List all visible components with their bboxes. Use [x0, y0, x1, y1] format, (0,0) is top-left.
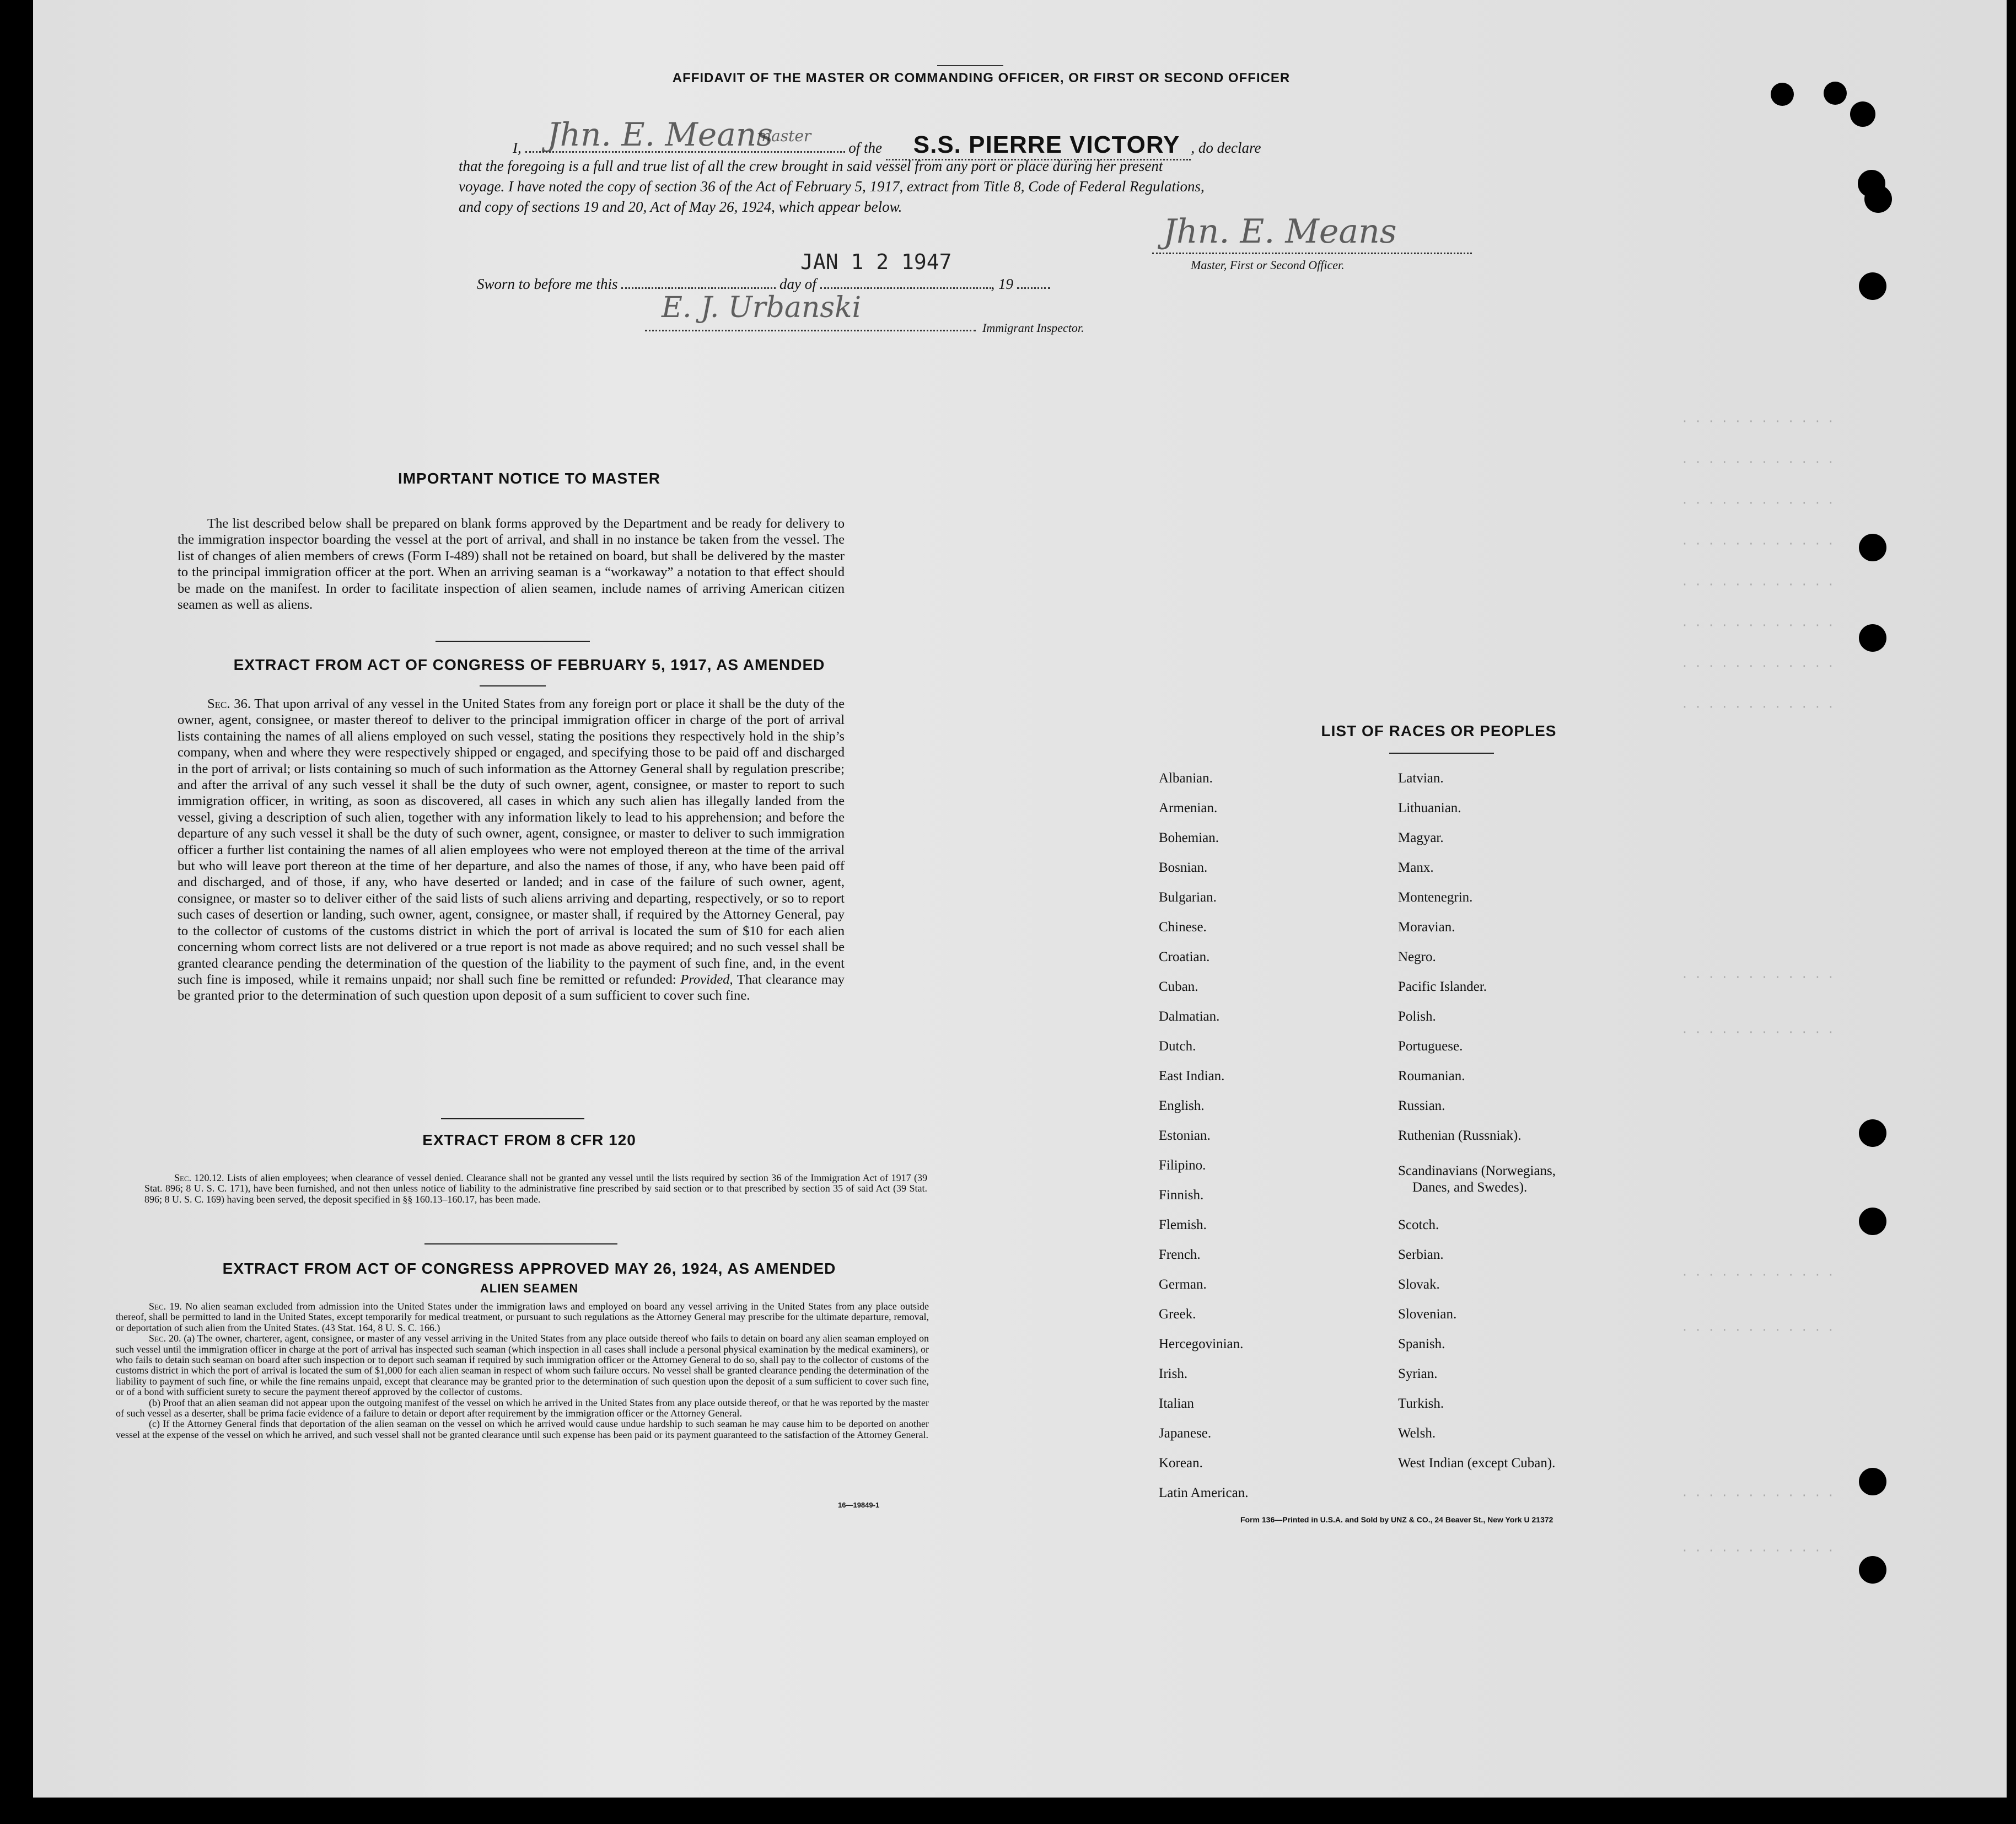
- race-item: Montenegrin.: [1398, 890, 1473, 905]
- race-item: Roumanian.: [1398, 1069, 1465, 1083]
- title-underline: [937, 65, 1003, 66]
- race-item: Hercegovinian.: [1159, 1337, 1244, 1351]
- race-item: Irish.: [1159, 1366, 1188, 1381]
- race-item: Magyar.: [1398, 830, 1444, 845]
- race-item: Scandinavians (Norwegians,: [1398, 1163, 1556, 1178]
- punch-hole: [1824, 82, 1847, 105]
- section-36-text: Sec. 36. That upon arrival of any vessel in the United States from any foreign port or place it shall be the duty of the owner, agent, consignee, or master thereof to deliver to the principal immigration officer in charge of the port of arrival lists containing the names of all aliens employed on such vessel, stating the positions they respectively hold in the ship’s company, when and where they were respectively shipped or engaged, and specifying those to be paid off and discharged in the port of arrival; or lists containing so much of such information as the Attorney General shall by regulation prescribe; and after the arrival of any such vessel it shall be the duty of such owner, agent, consignee, or master to report to such immigration officer, in writing, as soon as discovered, all cases in which any such alien has illegally landed from the vessel, giving a description of such alien, together with any information likely to lead to his apprehension; and before the departure of any such vessel it shall be the duty of such owner, agent, consignee, or master to deliver to such immigration officer a further list containing the names of all alien employees who were not employed thereon at the time of the arrival but who will leave port thereon at the time of her departure, and also the names of those, if any, who have been paid off and discharged, and of those, if any, who have deserted or landed; and in case of the failure of such owner, agent, consignee, or master so to deliver either of the said lists of such aliens arriving and departing, respectively, or so to report such cases of desertion or landing, such owner, agent, consignee, or master shall, if required by the Attorney General, pay to the collector of customs of the customs district in which the port of arrival is located the sum of $10 for each alien concerning whom correct lists are not delivered or a true report is not made as above required; and no such vessel shall be granted clearance pending the determination of the question of the liability to the payment of such fine, and, in the event such fine is imposed, while it remains unpaid; nor shall such fine be remitted or refunded: Provided, That clearance may be granted prior to the determination of such question upon deposit of a sum sufficient to cover such fine.: [178, 696, 845, 1004]
- affidavit-line-1: I, Jhn. E. Means master of the S.S. PIERRE VICTORY , do declare: [513, 131, 1261, 160]
- race-item: Scotch.: [1398, 1217, 1439, 1232]
- section-19-20-text: Sec. 19. No alien seaman excluded from admission into the United States under the immigration laws and employed on board any vessel arriving in the United States from any place outside thereof, shall be permitted to land in the United States, except temporarily for medical treatment, or pursuant to such regulations as the Attorney General may prescribe for the ultimate departure, removal, or deportation of such alien from the United States. (43 Stat. 164, 8 U. S. C. 166.) Sec. 20. (a) The owner, charterer, agent, consignee, or master of any vessel arriving in the United States from any place outside thereof who fails to detain on board any alien seaman employed on such vessel until the immigration officer in charge at the port of arrival has inspected such seaman (which inspection in all cases shall include a personal physical examination by the medical examiners), or who fails to detain such seaman on board after such inspection or to deport such seaman if required by such immigration officer or the Attorney General to do so, shall pay to the collector of customs of the customs district in which the port of arrival is located the sum of $1,000 for each alien seaman in respect of whom such failure occurs. No vessel shall be granted clearance pending the determination of the liability to payment of such fine, or while the fine remains unpaid, except that clearance may be granted prior to the determination of such question upon the deposit of a sum sufficient to cover such fine, or of a bond with sufficient surety to secure the payment thereof approved by the collector of customs. (b) Proof that an alien seaman did not appear upon the outgoing manifest of the vessel on which he arrived in the United States from any place outside thereof, or that he was reported by the master of such vessel as a deserter, shall be prima facie evidence of a failure to detain or deport after requirement by the immigration officer or the Attorney General. (c) If the Attorney General finds that deportation of the alien seaman on the vessel on which he arrived would cause undue hardship to such seaman he may cause him to be deported on another vessel at the expense of the vessel on which he arrived, and such vessel shall not be granted clearance until such expense has been paid or its payment guaranteed to the satisfaction of the Attorney General.: [116, 1301, 929, 1440]
- race-item: German.: [1159, 1277, 1207, 1292]
- race-item: Italian: [1159, 1396, 1194, 1411]
- punch-hole: [1859, 272, 1886, 300]
- race-item: Manx.: [1398, 860, 1434, 875]
- race-item: Moravian.: [1398, 920, 1455, 935]
- affidavit-line-4: and copy of sections 19 and 20, Act of May 26, 1924, which appear below.: [459, 199, 902, 215]
- print-code: 16—19849-1: [838, 1501, 880, 1509]
- race-item: Bulgarian.: [1159, 890, 1217, 905]
- affidavit-line-3: voyage. I have noted the copy of section 36 of the Act of February 5, 1917, extract from Title 8, Code of Federal Regulations,: [459, 178, 1205, 195]
- affidavit-title: AFFIDAVIT OF THE MASTER OR COMMANDING OFFICER, OR FIRST OR SECOND OFFICER: [672, 71, 1291, 85]
- section-120-12-text: Sec. 120.12. Lists of alien employees; when clearance of vessel denied. Clearance shall not be granted any vessel until the lists required by section 36 of the Immigration Act of 1917 (39 Stat. 896; 8 U. S. C. 171), have been furnished, and not then unless notice of liability to the administrative fine prescribed by said section or to that prescribed by section 35 of said Act (39 Stat. 896; 8 U. S. C. 169) having been served, the deposit specified in §§ 160.13–160.17, has been made.: [144, 1172, 928, 1205]
- divider: [480, 685, 546, 686]
- race-item: Lithuanian.: [1398, 801, 1461, 816]
- punch-hole: [1859, 1556, 1886, 1584]
- extract-1917-title: EXTRACT FROM ACT OF CONGRESS OF FEBRUARY 5, 1917, AS AMENDED: [233, 656, 825, 673]
- race-item: Serbian.: [1398, 1247, 1444, 1262]
- race-item: Greek.: [1159, 1307, 1196, 1322]
- race-item: Ruthenian (Russniak).: [1398, 1128, 1522, 1143]
- affidavit-line-2: that the foregoing is a full and true list of all the crew brought in said vessel from any port or place during her present: [459, 158, 1163, 174]
- punch-hole: [1859, 1119, 1886, 1147]
- extract-1924-title: EXTRACT FROM ACT OF CONGRESS APPROVED MAY 26, 1924, AS AMENDED: [222, 1260, 836, 1277]
- extract-cfr-title: EXTRACT FROM 8 CFR 120: [422, 1131, 636, 1149]
- race-item: Korean.: [1159, 1456, 1203, 1471]
- master-signature: Jhn. E. Means: [547, 116, 773, 153]
- race-item: Portuguese.: [1398, 1039, 1463, 1054]
- ship-name: S.S. PIERRE VICTORY: [913, 131, 1180, 158]
- race-item: West Indian (except Cuban).: [1398, 1456, 1556, 1471]
- race-item: East Indian.: [1159, 1069, 1225, 1083]
- punch-hole: [1850, 101, 1875, 127]
- race-item: Russian.: [1398, 1098, 1445, 1113]
- race-item: Chinese.: [1159, 920, 1207, 935]
- race-item: Syrian.: [1398, 1366, 1438, 1381]
- inspector-signature-line: [645, 330, 976, 331]
- race-item: Latin American.: [1159, 1485, 1249, 1500]
- races-title: LIST OF RACES OR PEOPLES: [1321, 722, 1557, 739]
- race-item: English.: [1159, 1098, 1205, 1113]
- race-item: Japanese.: [1159, 1426, 1212, 1441]
- inspector-signature: E. J. Urbanski: [662, 291, 862, 324]
- race-item: Dalmatian.: [1159, 1009, 1220, 1024]
- race-item: Turkish.: [1398, 1396, 1444, 1411]
- punch-hole: [1859, 534, 1886, 561]
- race-item-continuation: Danes, and Swedes).: [1412, 1180, 1528, 1195]
- punch-hole: [1859, 1468, 1886, 1495]
- race-item: Filipino.: [1159, 1158, 1206, 1173]
- race-item: Croatian.: [1159, 949, 1210, 964]
- punch-hole: [1864, 185, 1892, 213]
- date-stamp: JAN 1 2 1947: [800, 250, 952, 274]
- race-item: Pacific Islander.: [1398, 979, 1487, 994]
- sworn-line: Sworn to before me this day of , 19: [477, 276, 1050, 293]
- race-item: Slovak.: [1398, 1277, 1440, 1292]
- notice-title: IMPORTANT NOTICE TO MASTER: [397, 470, 661, 487]
- divider: [436, 641, 590, 642]
- divider: [1389, 753, 1494, 754]
- race-item: Welsh.: [1398, 1426, 1436, 1441]
- document-page: · · · · · · · · · · · · · · · · · · · · · · · · · · · · · · · · · · · · · · · · · · · · · · · · · · · · · · · · · · · · · · · · · · · · · · · · · · · · · · · · · · · · · · · · · · · · · · · · · · · · · · · · · · · · · · · · · · · · · · · · · · · · · · · · · · · · · · · · · · · · · · · · · · · · · · · · · · · · · · · · · · · · · · · · AFFIDAVIT OF THE MASTER OR COMMANDING OFFICER, OR FIRST OR SECOND OFFICER I, Jhn. E. Means master of the S.S. PIERRE VICTORY , do declare that the foregoing is a full and true list of all the crew brought in said vessel from any port or place during her present voyage. I have noted the copy of section 36 of the Act of February 5, 1917, extract from Title 8, Code of Federal Regulations, and copy of sections 19 and 20, Act of May 26, 1924, which appear below. Jhn. E. Means Master, First or Second Officer. Sworn to before me this day of , 19 JAN 1 2 1947 E. J. Urbanski Immigrant Inspector. IMPORTANT NOTICE TO MASTER The list described below shall be prepared on blank forms approved by the Department and be ready for delivery to the immigration inspector boarding the vessel at the port of arrival, and shall in no instance be taken from the vessel. The list of changes of alien members of crews (Form I-489) shall not be retained on board, but shall be delivered by the master to the principal immigration officer at the port. When an arriving seaman is a “workaway” a notation to that effect should be made on the manifest. In order to facilitate inspection of alien seamen, include names of arriving American citizen seamen as well as aliens. EXTRACT FROM ACT OF CONGRESS OF FEBRUARY 5, 1917, AS AMENDED Sec. 36. That upon arrival of any vessel in the United States from any foreign port or place it shall be the duty of the owner, agent, consignee, or master thereof to deliver to the principal immigration officer in charge of the port of arrival lists containing the names of all aliens employed on such vessel, stating the positions they respectively hold in the ship’s company, when and where they were respectively shipped or engaged, and specifying those to be paid off and discharged in the port of arrival; or lists containing so much of such information as the Attorney General shall by regulation prescribe; and after the arrival of any such vessel it shall be the duty of such owner, agent, consignee, or master to report to such immigration officer, in writing, as soon as discovered, all cases in which any such alien has illegally landed from the vessel, giving a description of such alien, together with any information likely to lead to his apprehension; and before the departure of any such vessel it shall be the duty of such owner, agent, consignee, or master to deliver to such immigration officer a further list containing the names of all alien employees who were not employed thereon at the time of the arrival but who will leave port thereon at the time of her departure, and also the names of those, if any, who have been paid off and discharged, and of those, if any, who have deserted or landed; and in case of the failure of such owner, agent, consignee, or master so to deliver either of the said lists of such aliens arriving and departing, respectively, or so to report such cases of desertion or landing, such owner, agent, consignee, or master shall, if required by the Attorney General, pay to the collector of customs of the customs district in which the port of arrival is located the sum of $10 for each alien concerning whom correct lists are not delivered or a true report is not made as above required; and no such vessel shall be granted clearance pending the determination of the question of the liability to the payment of such fine, and, in the event such fine is imposed, while it remains unpaid; nor shall such fine be remitted or refunded: Provided, That clearance may be granted prior to the determination of such question upon deposit of a sum sufficient to cover such fine. EXTRACT FROM 8 CFR 120 Sec. 120.12. Lists of alien employees; when clearance of vessel denied. Clearance shall not be granted any vessel until the lists required by section 36 of the Immigration Act of 1917 (39 Stat. 896; 8 U. S. C. 171), have been furnished, and not then unless notice of liability to the administrative fine prescribed by said section or to that prescribed by section 35 of said Act (39 Stat. 896; 8 U. S. C. 169) having been served, the deposit specified in §§ 160.13–160.17, has been made. EXTRACT FROM ACT OF CONGRESS APPROVED MAY 26, 1924, AS AMENDED ALIEN SEAMEN Sec. 19. No alien seaman excluded from admission into the United States under the immigration laws and employed on board any vessel arriving in the United States from any place outside thereof, shall be permitted to land in the United States, except temporarily for medical treatment, or pursuant to such regulations as the Attorney General may prescribe for the ultimate departure, removal, or deportation of such alien from the United States. (43 Stat. 164, 8 U. S. C. 166.) Sec. 20. (a) The owner, charterer, agent, consignee, or master of any vessel arriving in the United States from any place outside thereof who fails to detain on board any alien seaman employed on such vessel until the immigration officer in charge at the port of arrival has inspected such seaman (which inspection in all cases shall include a personal physical examination by the medical examiners), or who fails to detain such seaman on board after such inspection or to deport such seaman if required by such immigration officer or the Attorney General to do so, shall pay to the collector of customs of the customs district in which the port of arrival is located the sum of $1,000 for each alien seaman in respect of whom such failure occurs. No vessel shall be granted clearance pending the determination of the liability to payment of such fine, or while the fine remains unpaid, except that clearance may be granted prior to the determination of such question upon the deposit of a sum sufficient to cover such fine, or of a bond with sufficient surety to secure the payment thereof approved by the collector of customs. (b) Proof that an alien seaman did not appear upon the outgoing manifest of the vessel on which he arrived in the United States from any place outside thereof, or that he was reported by the master of such vessel as a deserter, shall be prima facie evidence of a failure to detain or deport after requirement by the immigration officer or the Attorney General. (c) If the Attorney General finds that deportation of the alien seaman on the vessel on which he arrived would cause undue hardship to such seaman he may cause him to be deported on another vessel at the expense of the vessel on which he arrived, and such vessel shall not be granted clearance until such expense has been paid or its payment guaranteed to the satisfaction of the Attorney General. 16—19849-1 LIST OF RACES OR PEOPLES Albanian. Armenian. Bohemian. Bosnian. Bulgarian. Chinese. Croatian. Cuban. Dalmatian. Dutch. East Indian. English. Estonian. Filipino. Finnish. Flemish. French. German. Greek. Hercegovinian. Irish. Italian Japanese. Korean. Latin American. Latvian. Lithuanian. Magyar. Manx. Montenegrin. Moravian. Negro. Pacific Islander. Polish. Portuguese. Roumanian. Russian. Ruthenian (Russniak). Scandinavians (Norwegians, Danes, and Swedes). Scotch. Serbian. Slovak. Slovenian. Spanish. Syrian. Turkish. Welsh. West Indian (except Cuban). Form 136—Printed in U.S.A. and Sold by UNZ & CO., 24 Beaver St., New York U 21372: [33, 0, 2007, 1798]
- race-item: Finnish.: [1159, 1188, 1204, 1203]
- punch-hole: [1859, 1208, 1886, 1235]
- master-name-field: [525, 116, 845, 153]
- inspector-caption: Immigrant Inspector.: [982, 321, 1084, 335]
- race-item: Polish.: [1398, 1009, 1436, 1024]
- race-item: Bohemian.: [1159, 830, 1219, 845]
- race-item: Bosnian.: [1159, 860, 1208, 875]
- race-item: Dutch.: [1159, 1039, 1196, 1054]
- race-item: Negro.: [1398, 949, 1436, 964]
- master-word: master: [756, 127, 811, 145]
- punch-hole: [1771, 83, 1794, 106]
- notice-text: The list described below shall be prepared on blank forms approved by the Department and be ready for delivery to the immigration inspector boarding the vessel at the port of arrival, and shall in no instance be taken from the vessel. The list of changes of alien members of crews (Form I-489) shall not be retained on board, but shall be delivered by the master to the principal immigration officer at the port. When an arriving seaman is a “workaway” a notation to that effect should be made on the manifest. In order to facilitate inspection of alien seamen, include names of arriving American citizen seamen as well as aliens.: [178, 516, 845, 613]
- alien-seamen-subtitle: ALIEN SEAMEN: [480, 1281, 579, 1295]
- officer-caption: Master, First or Second Officer.: [1191, 258, 1345, 272]
- race-item: Armenian.: [1159, 801, 1218, 816]
- race-item: Cuban.: [1159, 979, 1198, 994]
- divider: [424, 1243, 617, 1244]
- race-item: Estonian.: [1159, 1128, 1211, 1143]
- race-item: Latvian.: [1398, 771, 1444, 786]
- officer-signature: Jhn. E. Means: [1163, 212, 1397, 251]
- race-item: Albanian.: [1159, 771, 1213, 786]
- form-footer: Form 136—Printed in U.S.A. and Sold by UNZ & CO., 24 Beaver St., New York U 21372: [1240, 1515, 1553, 1524]
- divider: [441, 1118, 584, 1119]
- race-item: Flemish.: [1159, 1217, 1207, 1232]
- officer-signature-line: [1152, 253, 1472, 254]
- race-item: French.: [1159, 1247, 1201, 1262]
- race-item: Slovenian.: [1398, 1307, 1457, 1322]
- race-item: Spanish.: [1398, 1337, 1445, 1351]
- punch-hole: [1859, 624, 1886, 652]
